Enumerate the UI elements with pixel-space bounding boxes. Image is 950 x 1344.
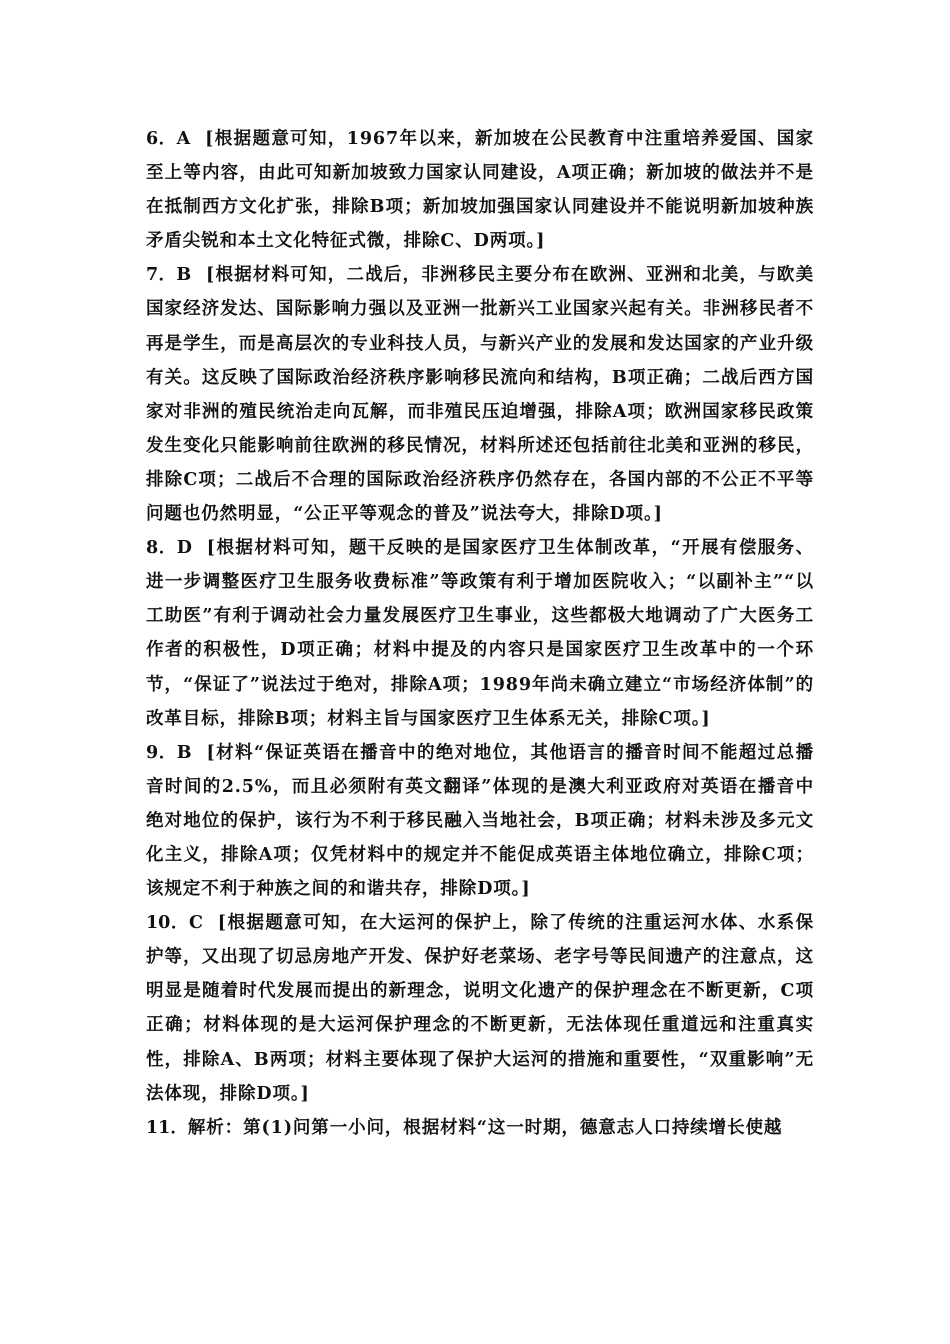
item-number: 6．: [146, 129, 177, 149]
answer-item-10: [146, 906, 814, 1111]
item-number: 11．: [146, 1117, 188, 1138]
item-number: 8．: [146, 538, 177, 559]
item-explanation: [材料“保证英语在播音中的绝对地位，其他语言的播音时间不能超过总播音时间的2.5%，而且必须附有英文翻译”体现的是澳大利亚政府对英语在播音中绝对地位的保护，该行为不利于移民融入当地社会，B项正确；材料未涉及多元文化主义，排除A项；仅凭材料中的规定并不能促成英语主体地位确立，排除C项；该规定不利于种族之间的和谐共存，排除D项。]: [146, 742, 814, 900]
item-number: 10．: [146, 913, 189, 934]
answer-item-8: [146, 531, 814, 736]
item-explanation: [根据题意可知，在大运河的保护上，除了传统的注重运河水体、水系保护等，又出现了切忌房地产开发、保护好老菜场、老字号等民间遗产的注意点，这明显是随着时代发展而提出的新理念，说明文化遗产的保护理念在不断更新，C项正确；材料体现的是大运河保护理念的不断更新，无法体现任重道远和注重真实性，排除A、B两项；材料主要体现了保护大运河的措施和重要性，“双重影响”无法体现，排除D项。]: [146, 913, 815, 1104]
item-answer: D: [176, 538, 193, 559]
item-answer: B: [176, 265, 193, 286]
answer-item-7: [146, 258, 814, 531]
answer-item-6: [146, 122, 814, 258]
item-number: 7．: [146, 265, 177, 286]
item-explanation: [根据题意可知，1967年以来，新加坡在公民教育中注重培养爱国、国家至上等内容，由此可知新加坡致力国家认同建设，A项正确；新加坡的做法并不是在抵制西方文化扩张，排除B项；新加坡加强国家认同建设并不能说明新加坡种族矛盾尖锐和本土文化特征式微，排除C、D两项。]: [146, 129, 814, 252]
item-answer: A: [176, 129, 192, 149]
item-answer: 解析：: [187, 1117, 244, 1138]
item-explanation: [根据材料可知，二战后，非洲移民主要分布在欧洲、亚洲和北美，与欧美国家经济发达、国际影响力强以及亚洲一批新兴工业国家兴起有关。非洲移民者不再是学生，而是高层次的专业科技人员，与新兴产业的发展和发达国家的产业升级有关。这反映了国际政治经济秩序影响移民流向和结构，B项正确；二战后西方国家对非洲的殖民统治走向瓦解，而非殖民压迫增强，排除A项；欧洲国家移民政策发生变化只能影响前往欧洲的移民情况，材料所述还包括前往北美和亚洲的移民，排除C项；二战后不合理的国际政治经济秩序仍然存在，各国内部的不公正不平等问题也仍然明显，“公正平等观念的普及”说法夸大，排除D项。]: [146, 265, 814, 525]
answer-item-9: [146, 736, 814, 906]
item-answer: C: [188, 913, 204, 934]
item-explanation: [根据材料可知，题干反映的是国家医疗卫生体制改革，“开展有偿服务、进一步调整医疗卫生服务收费标准”等政策有利于增加医院收入；“以副补主”“以工助医”有利于调动社会力量发展医疗卫生事业，这些都极大地调动了广大医务工作者的积极性，D项正确；材料中提及的内容只是国家医疗卫生改革中的一个环节，“保证了”说法过于绝对，排除A项；1989年尚未确立建立“市场经济体制”的改革目标，排除B项；材料主旨与国家医疗卫生体系无关，排除C项。]: [146, 538, 814, 729]
item-number: 9．: [146, 742, 177, 763]
item-explanation: 第(1)问第一小问，根据材料“这一时期，德意志人口持续增长使越: [243, 1117, 783, 1138]
answer-item-11: [146, 1111, 814, 1145]
answer-key-page: [146, 122, 814, 1145]
item-answer: B: [176, 742, 193, 763]
